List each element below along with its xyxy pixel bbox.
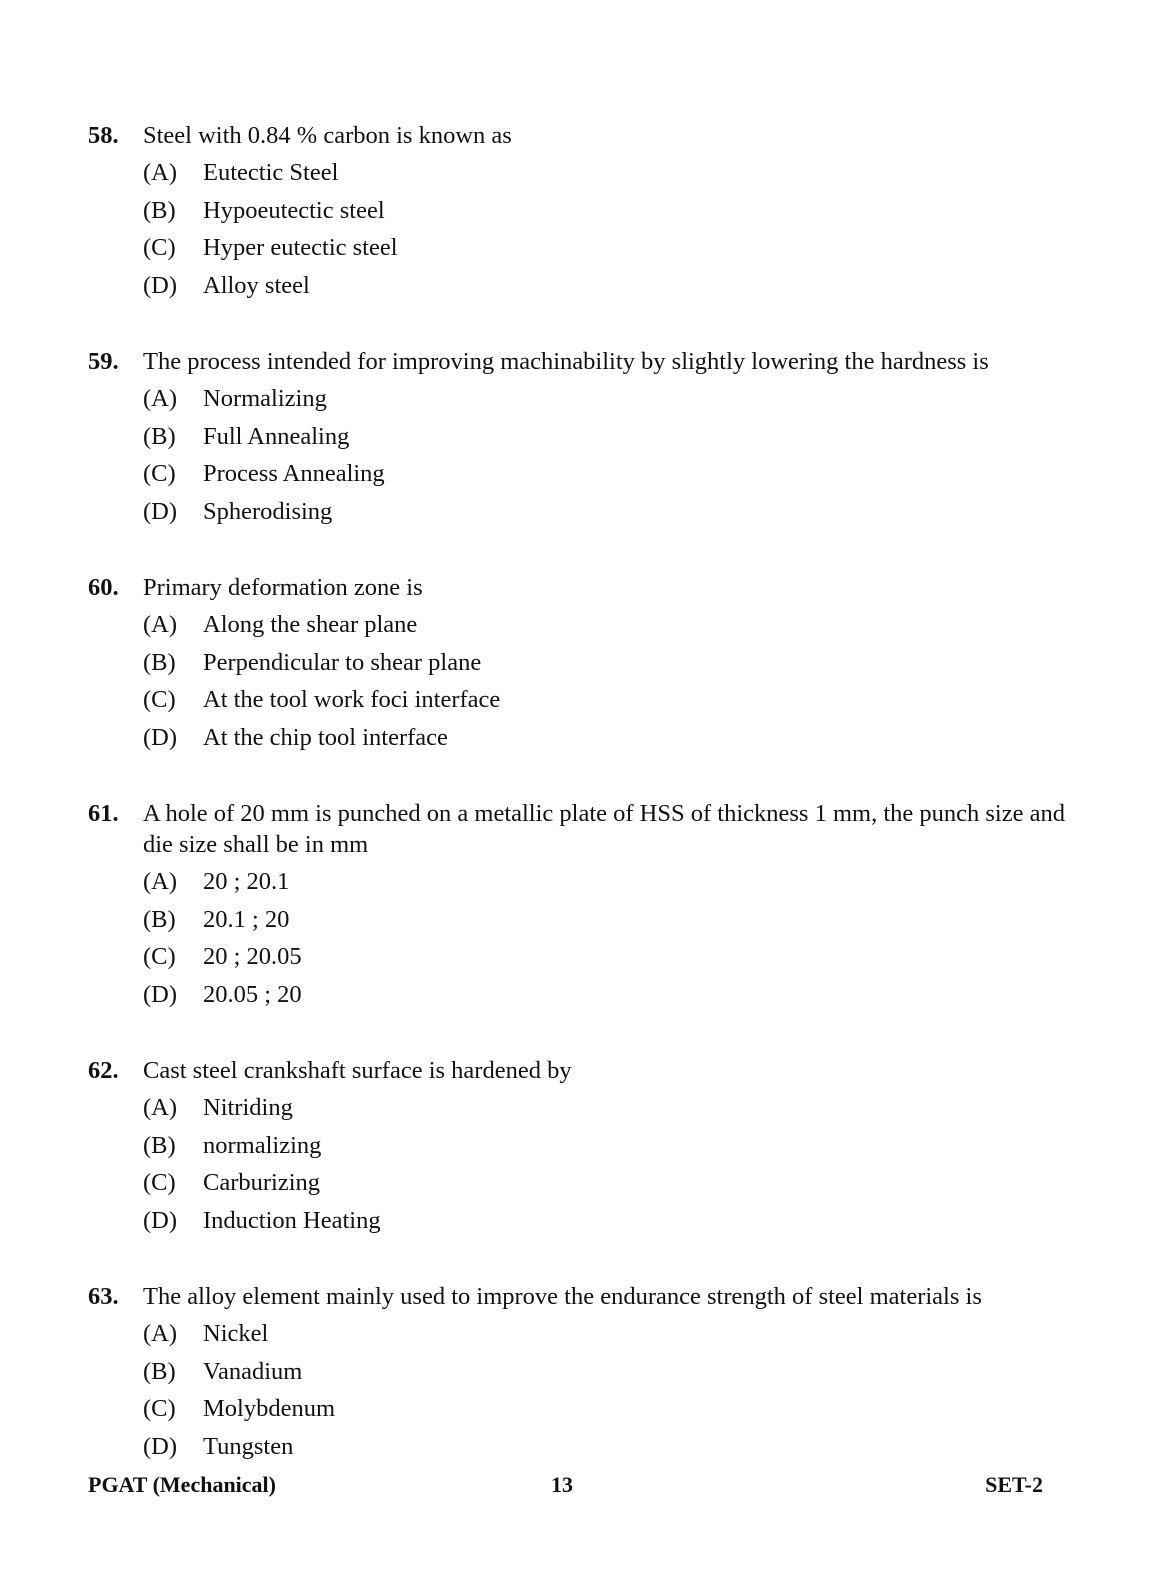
- option-label: (D): [143, 1206, 178, 1234]
- option-c: [88, 941, 1068, 972]
- option-label: (A): [143, 868, 178, 895]
- option-a: [88, 866, 1068, 897]
- option-list: [88, 1092, 1068, 1236]
- option-text: 20 ; 20.05: [203, 943, 302, 971]
- option-label: (D): [143, 1432, 178, 1460]
- page-number: 13: [551, 1472, 573, 1497]
- option-list: [88, 157, 1068, 301]
- question-60: [88, 572, 1068, 759]
- option-label: (D): [143, 723, 178, 751]
- question-stem: [88, 1281, 1068, 1312]
- option-label: (C): [143, 460, 176, 488]
- question-number: 62.: [88, 1057, 119, 1084]
- option-list: [88, 383, 1068, 527]
- option-d: [88, 496, 1068, 527]
- option-text: Full Annealing: [203, 422, 350, 450]
- option-text: Hypoeutectic steel: [203, 196, 385, 224]
- option-text: Spherodising: [203, 497, 333, 525]
- option-text: Hyper eutectic steel: [203, 234, 398, 262]
- option-a: [88, 157, 1068, 188]
- option-b: [88, 1130, 1068, 1161]
- option-a: [88, 609, 1068, 640]
- option-label: (B): [143, 422, 176, 450]
- option-label: (A): [143, 385, 178, 412]
- question-text: Primary deformation zone is: [143, 574, 423, 601]
- option-label: (B): [143, 905, 176, 933]
- option-text: Eutectic Steel: [203, 159, 339, 186]
- option-text: Alloy steel: [203, 271, 310, 299]
- option-label: (C): [143, 1395, 176, 1423]
- question-number: 60.: [88, 574, 119, 601]
- option-text: Nickel: [203, 1320, 269, 1347]
- question-stem: [88, 1055, 1068, 1086]
- option-label: (B): [143, 196, 176, 224]
- question-stem: [88, 798, 1068, 860]
- question-text: A hole of 20 mm is punched on a metallic plate of HSS of thickness 1 mm, the punch size and die size shall be in mm: [143, 800, 1065, 858]
- question-58: [88, 120, 1068, 307]
- option-a: [88, 1092, 1068, 1123]
- option-c: [88, 232, 1068, 263]
- option-label: (C): [143, 943, 176, 971]
- option-label: (C): [143, 1169, 176, 1197]
- option-label: (A): [143, 159, 178, 186]
- question-59: [88, 346, 1068, 533]
- option-c: [88, 1393, 1068, 1424]
- option-text: Molybdenum: [203, 1395, 336, 1423]
- option-label: (C): [143, 234, 176, 262]
- option-label: (A): [143, 1320, 178, 1347]
- option-text: Perpendicular to shear plane: [203, 648, 482, 676]
- page-footer: [88, 1470, 1043, 1500]
- option-text: Normalizing: [203, 385, 327, 412]
- option-d: [88, 722, 1068, 753]
- question-number: 61.: [88, 800, 119, 827]
- option-c: [88, 1167, 1068, 1198]
- question-62: [88, 1055, 1068, 1242]
- question-number: 63.: [88, 1283, 119, 1310]
- option-label: (B): [143, 1131, 176, 1159]
- question-text: The alloy element mainly used to improve the endurance strength of steel materials is: [143, 1283, 982, 1310]
- footer-exam-title: PGAT (Mechanical): [88, 1472, 276, 1497]
- option-text: At the tool work foci interface: [203, 686, 501, 714]
- option-text: normalizing: [203, 1131, 322, 1159]
- option-d: [88, 1431, 1068, 1462]
- option-text: Nitriding: [203, 1094, 293, 1121]
- option-text: Tungsten: [203, 1432, 294, 1460]
- question-stem: [88, 120, 1068, 151]
- option-list: [88, 866, 1068, 1010]
- option-text: 20.1 ; 20: [203, 905, 290, 933]
- question-stem: [88, 572, 1068, 603]
- option-b: [88, 904, 1068, 935]
- option-c: [88, 684, 1068, 715]
- question-text: Steel with 0.84 % carbon is known as: [143, 122, 512, 149]
- question-number: 59.: [88, 348, 119, 375]
- option-label: (D): [143, 980, 178, 1008]
- option-label: (C): [143, 686, 176, 714]
- option-text: Carburizing: [203, 1169, 321, 1197]
- question-number: 58.: [88, 122, 119, 149]
- footer-set-label: SET-2: [985, 1472, 1043, 1497]
- question-63: [88, 1281, 1068, 1468]
- option-text: 20 ; 20.1: [203, 868, 290, 895]
- option-b: [88, 647, 1068, 678]
- option-text: Process Annealing: [203, 460, 385, 488]
- question-text: Cast steel crankshaft surface is hardened by: [143, 1057, 572, 1084]
- option-c: [88, 458, 1068, 489]
- option-d: [88, 979, 1068, 1010]
- option-b: [88, 421, 1068, 452]
- option-label: (B): [143, 1357, 176, 1385]
- option-a: [88, 1318, 1068, 1349]
- option-label: (A): [143, 611, 178, 638]
- option-a: [88, 383, 1068, 414]
- option-b: [88, 1356, 1068, 1387]
- option-label: (D): [143, 497, 178, 525]
- option-d: [88, 1205, 1068, 1236]
- option-text: At the chip tool interface: [203, 723, 448, 751]
- question-61: [88, 798, 1068, 1016]
- option-text: Along the shear plane: [203, 611, 418, 638]
- option-text: Vanadium: [203, 1357, 303, 1385]
- option-list: [88, 609, 1068, 753]
- option-label: (A): [143, 1094, 178, 1121]
- question-text: The process intended for improving machinability by slightly lowering the hardness is: [143, 348, 989, 375]
- option-b: [88, 195, 1068, 226]
- option-label: (B): [143, 648, 176, 676]
- option-text: 20.05 ; 20: [203, 980, 302, 1008]
- option-list: [88, 1318, 1068, 1462]
- question-stem: [88, 346, 1068, 377]
- option-d: [88, 270, 1068, 301]
- option-text: Induction Heating: [203, 1206, 381, 1234]
- option-label: (D): [143, 271, 178, 299]
